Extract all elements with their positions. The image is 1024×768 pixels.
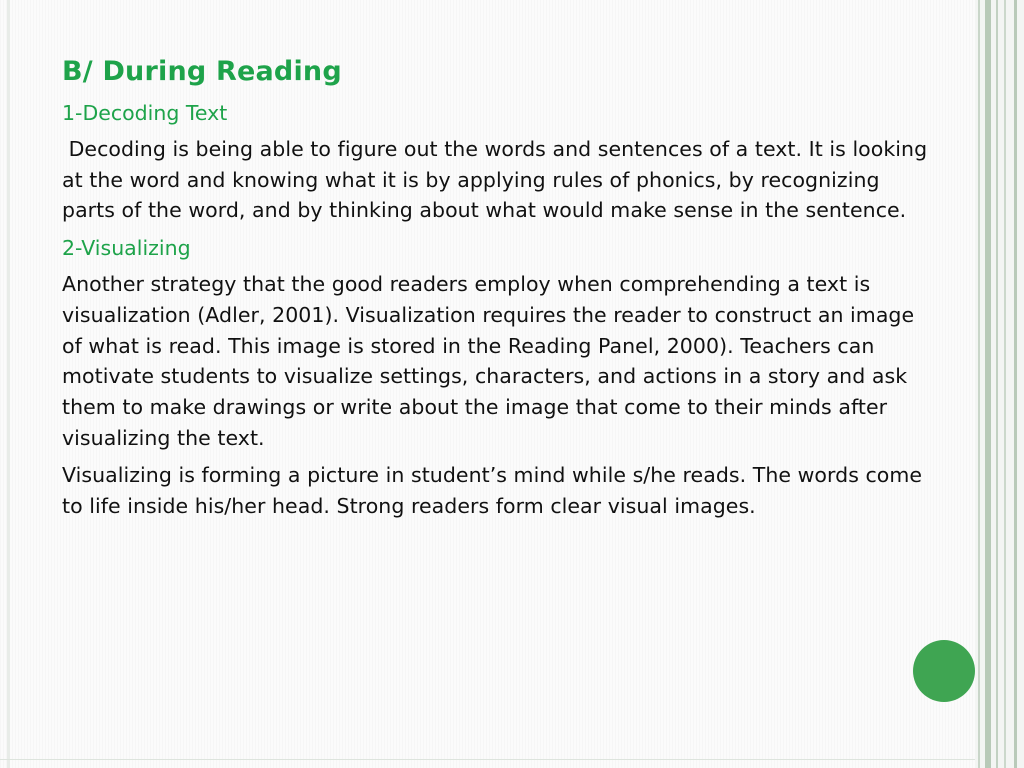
slide-title: B/ During Reading — [62, 56, 342, 87]
frame-bottom-border — [0, 759, 975, 760]
section-heading-visualizing: 2-Visualizing — [62, 236, 191, 261]
frame-right-line — [1014, 0, 1017, 768]
frame-right-line — [1004, 0, 1006, 768]
green-circle-decoration — [913, 640, 975, 702]
decoding-paragraph: Decoding is being able to figure out the words and sentences of a text. It is looking at the word and knowing what it is by applying rules of phonics, by recognizing parts of the word, and by thinking about what would make sense in the sentence. — [62, 137, 934, 223]
frame-right-line — [978, 0, 980, 768]
section-heading-decoding: 1-Decoding Text — [62, 101, 228, 125]
frame-right-line — [996, 0, 998, 768]
frame-left-border — [7, 0, 10, 768]
slide-content — [62, 52, 932, 529]
visualizing-paragraph-2: Visualizing is forming a picture in student’s mind while s/he reads. The words come to life inside his/her head. Strong readers form clear visual images. — [62, 463, 929, 519]
visualizing-paragraph-1: Another strategy that the good readers employ when comprehending a text is visualization (Adler, 2001). Visualization requires the reader to construct an image of what is read. This image is stored in the Reading Panel, 2000). Teachers can motivate students to visualize settings, characters, and actions in a story and ask them to make drawings or write about the image that come to their minds after visualizing the text. — [62, 272, 921, 450]
frame-right-stripe — [985, 0, 991, 768]
